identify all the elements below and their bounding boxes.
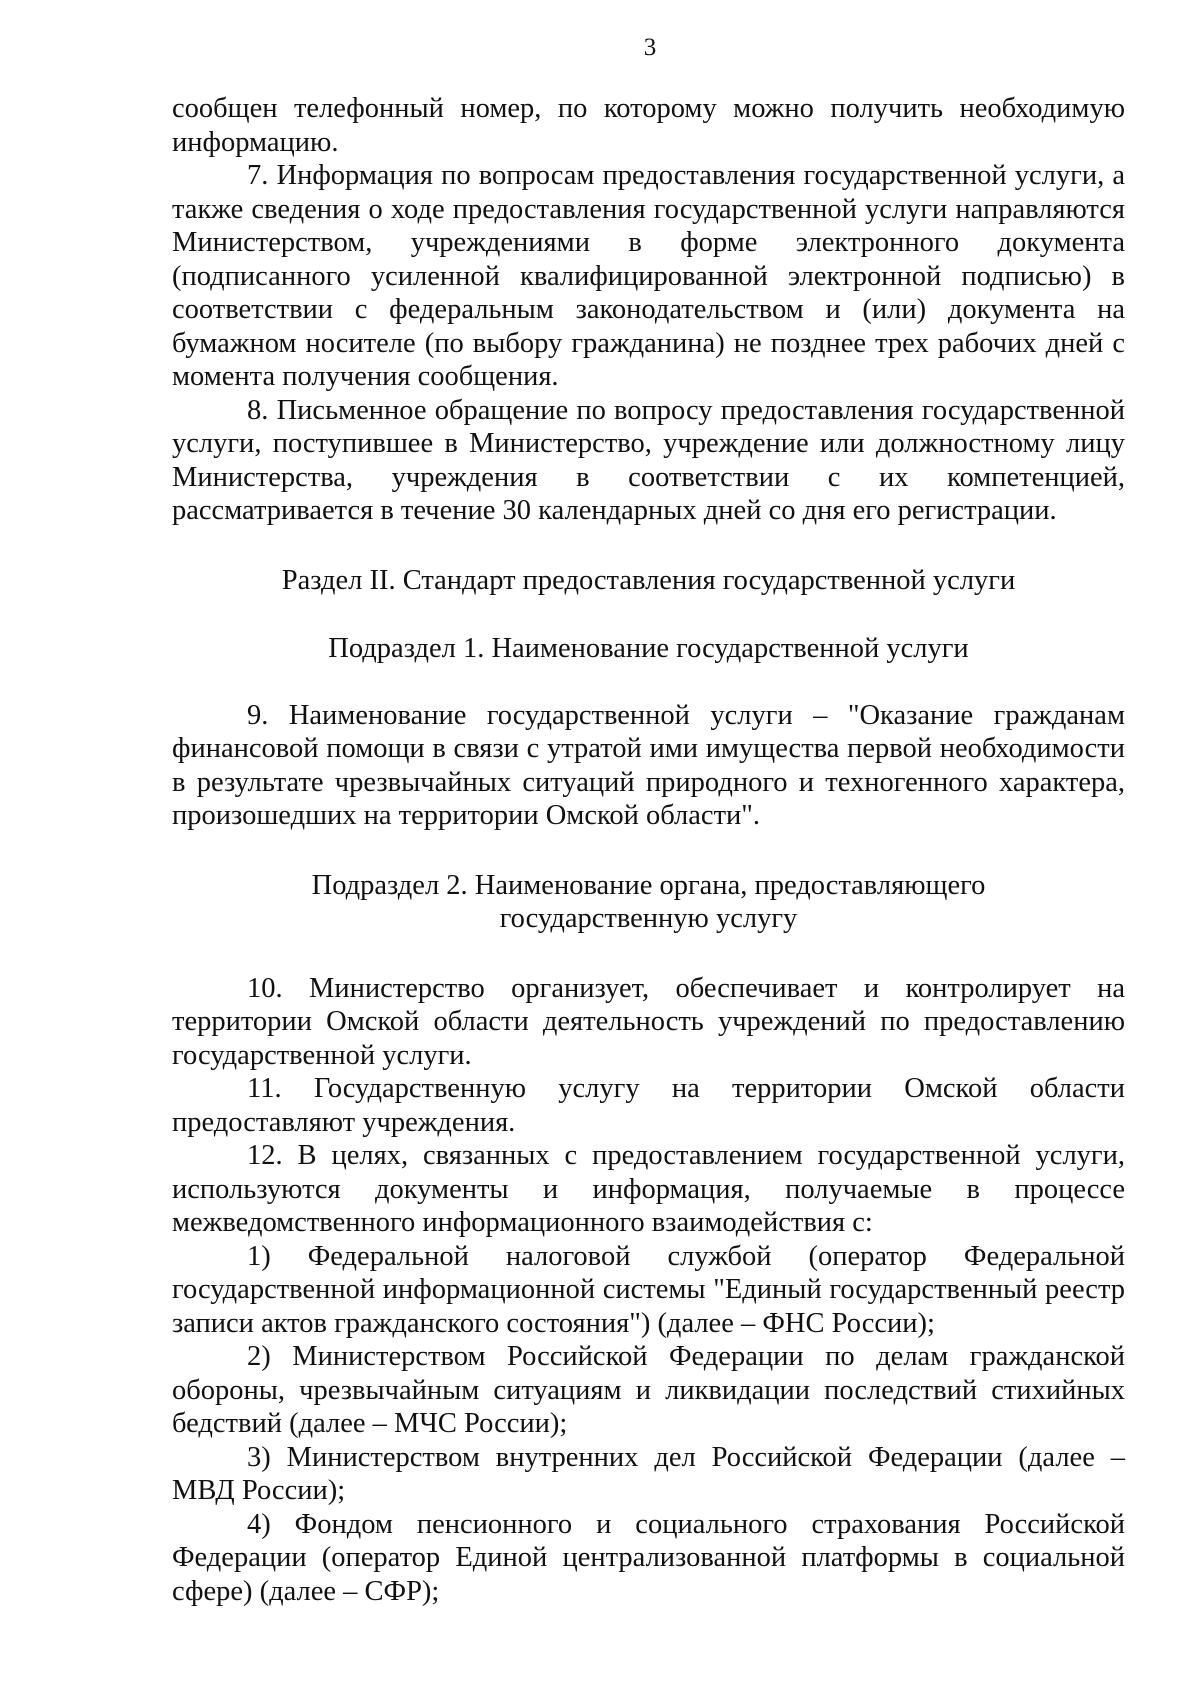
paragraph-12-item-4: 4) Фондом пенсионного и социального страхования Российской Федерации (оператор Единой централизованной платформы в социальной сфере) (далее – СФР);	[172, 1508, 1125, 1607]
paragraph-12-item-2: 2) Министерством Российской Федерации по делам гражданской обороны, чрезвычайным ситуациям и ликвидации последствий стихийных бедствий (далее – МЧС России);	[172, 1341, 1125, 1439]
subsection-2-title-line-2: государственную услугу	[499, 903, 798, 934]
document-body	[172, 92, 1125, 1608]
paragraph-8: 8. Письменное обращение по вопросу предоставления государственной услуги, поступившее в Министерство, учреждение или должностному лицу Министерства, учреждения в соответствии с их компетенцией, рассматривается в течение 30 календарных дней со дня его регистрации.	[172, 394, 1125, 526]
subsection-1-title: Подраздел 1. Наименование государственной услуги	[328, 633, 969, 664]
subsection-2-title	[222, 869, 1075, 936]
paragraph-intro-continuation: сообщен телефонный номер, по которому можно получить необходимую информацию.	[172, 93, 1125, 158]
paragraph-7: 7. Информация по вопросам предоставления государственной услуги, а также сведения о ходе предоставления государственной услуги направляются Министерством, учреждениями в форме электронного документа (подписанного усиленной квалифицированной электронной подписью) в соответствии с федеральным законодательством и (или) документа на бумажном носителе (по выбору гражданина) не позднее трех рабочих дней с момента получения сообщения.	[172, 160, 1125, 392]
paragraph-12: 12. В целях, связанных с предоставлением государственной услуги, используются документы и информация, получаемые в процессе межведомственного информационного взаимодействия с:	[172, 1140, 1125, 1238]
paragraph-11: 11. Государственную услугу на территории Омской области предоставляют учреждения.	[172, 1073, 1125, 1138]
paragraph-12-item-3: 3) Министерством внутренних дел Российской Федерации (далее – МВД России);	[172, 1441, 1125, 1506]
section-2-title: Раздел II. Стандарт предоставления государственной услуги	[281, 564, 1016, 596]
paragraph-10: 10. Министерство организует, обеспечивает и контролирует на территории Омской области деятельность учреждений по предоставлению государственной услуги.	[172, 972, 1125, 1071]
paragraph-9: 9. Наименование государственной услуги – "Оказание гражданам финансовой помощи в связи с утратой ими имущества первой необходимости в результате чрезвычайных ситуаций природного и техногенного характера, произошедших на территории Омской области".	[172, 699, 1125, 831]
page-number: 3	[643, 34, 657, 61]
subsection-2-title-line-1: Подраздел 2. Наименование органа, предоставляющего	[311, 869, 986, 901]
paragraph-12-item-1: 1) Федеральной налоговой службой (оператор Федеральной государственной информационной системы "Единый государственный реестр записи актов гражданского состояния") (далее – ФНС России);	[172, 1240, 1125, 1339]
